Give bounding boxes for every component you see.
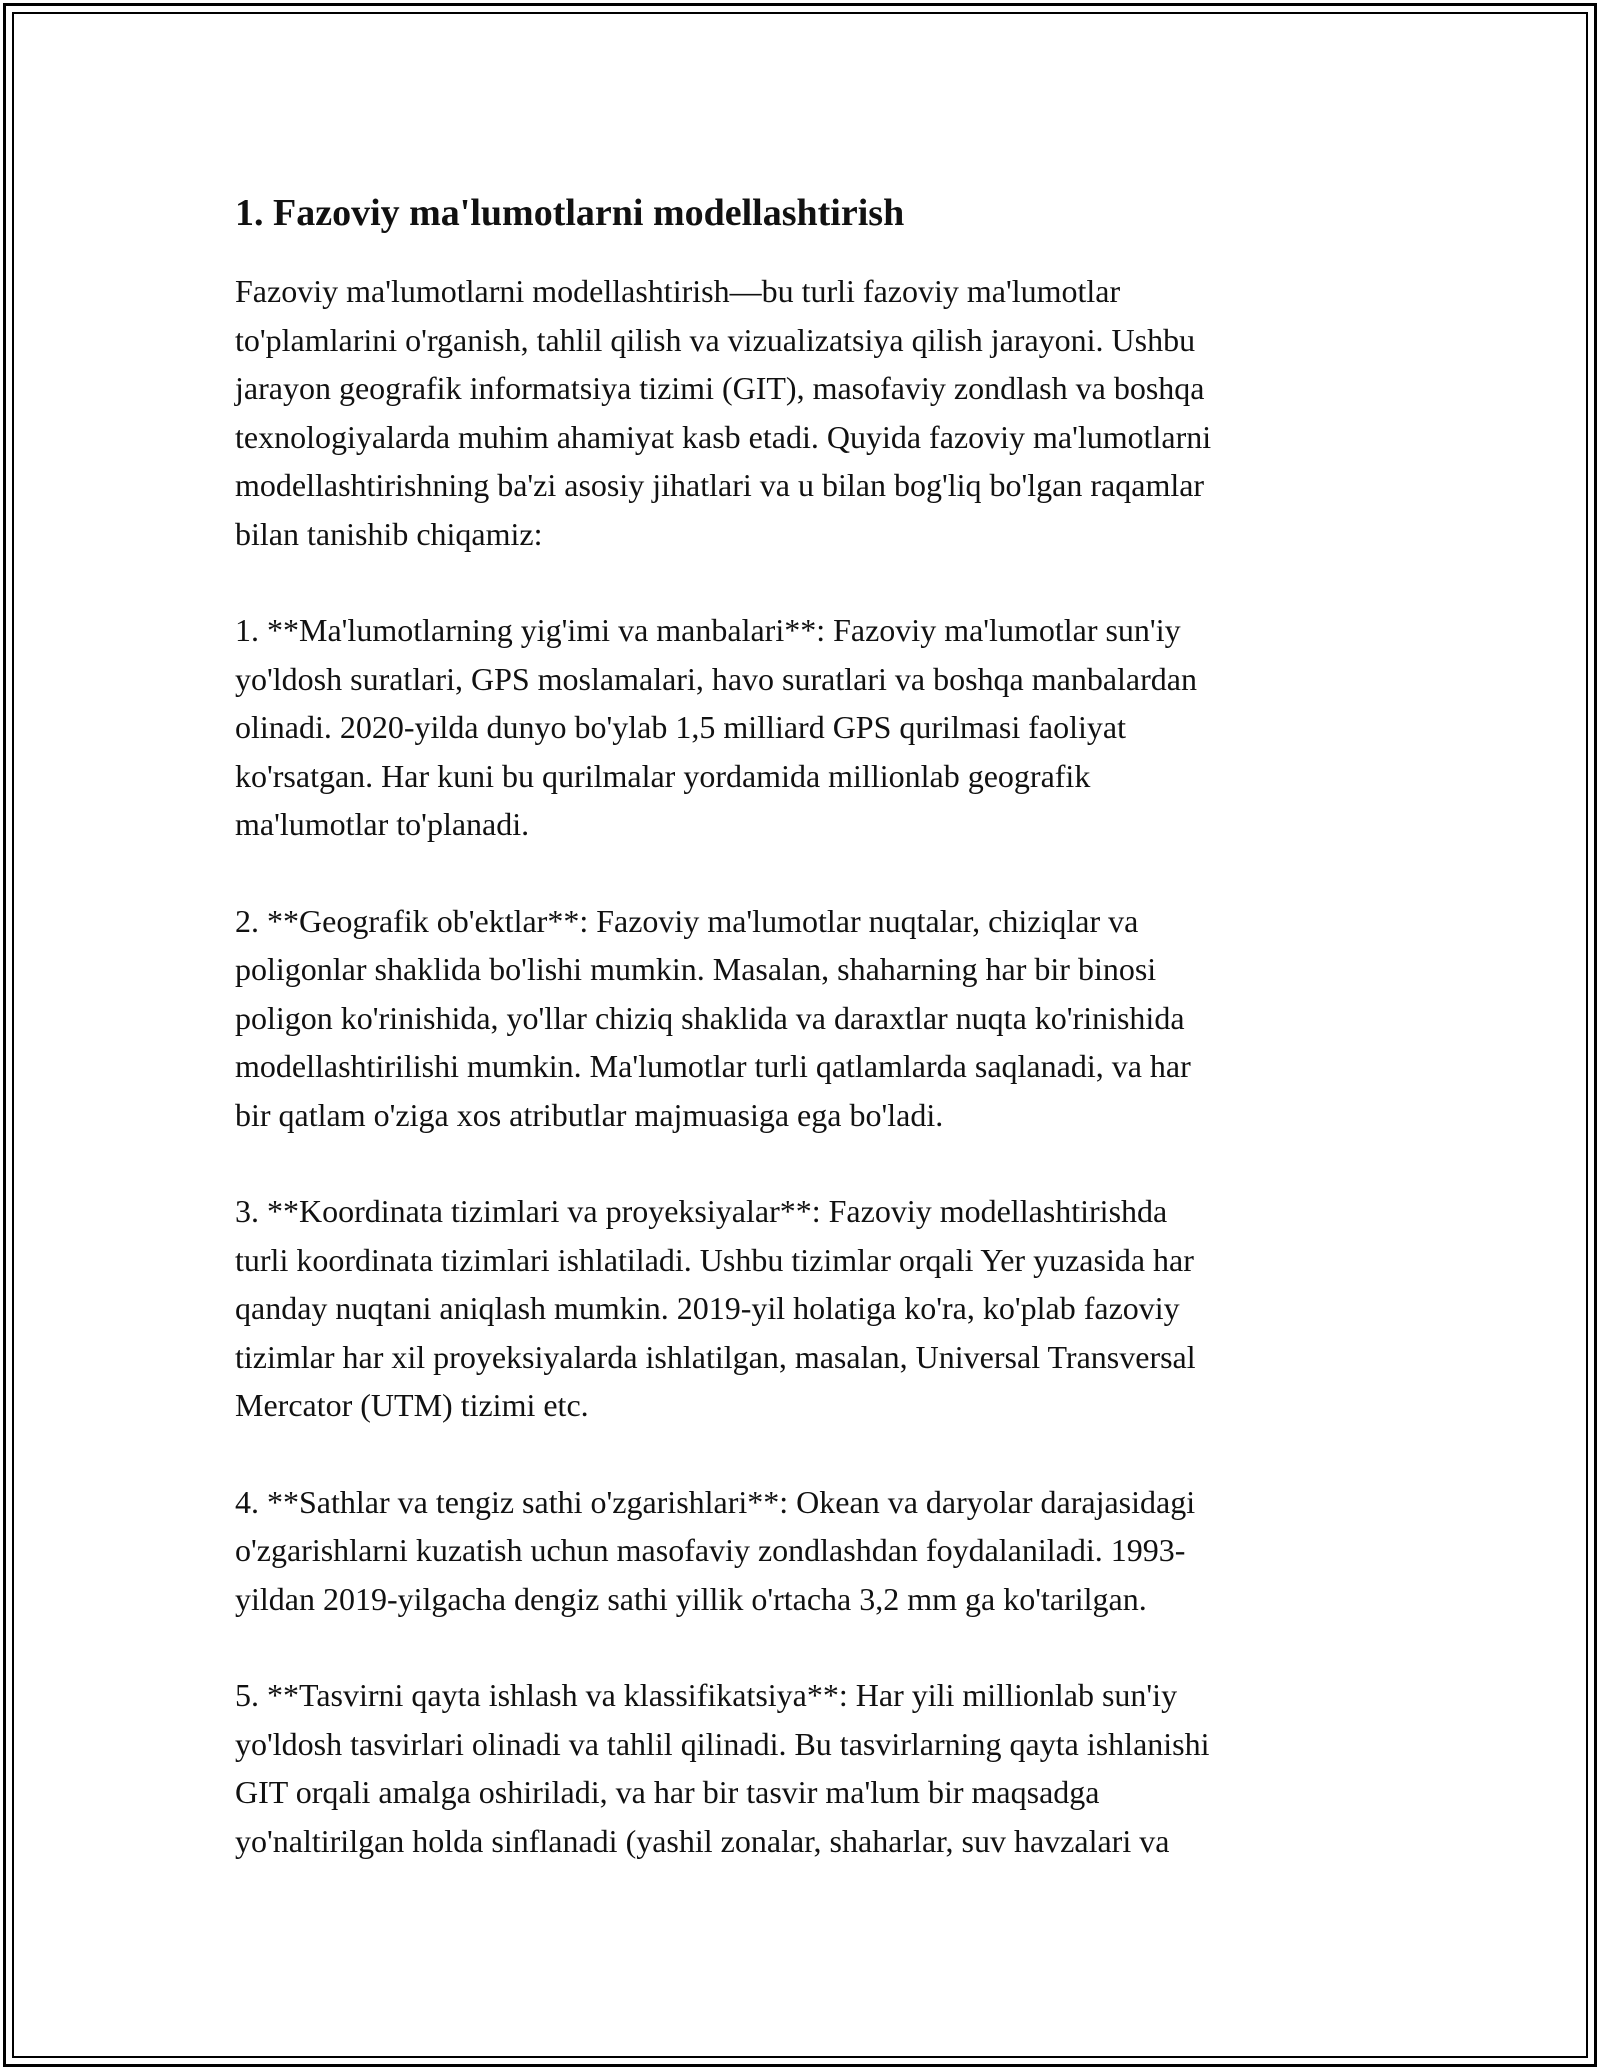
list-item-4: 4. **Sathlar va tengiz sathi o'zgarishlari**: Okean va daryolar darajasidagi o'zgarishlarni kuzatish uchun masofaviy zondlashdan foydalaniladi. 1993- yildan 2019-yilgacha dengiz sathi yillik o'rtacha 3,2 mm ga ko'tarilgan. <box>235 1483 1196 1617</box>
intro-paragraph: Fazoviy ma'lumotlarni modellashtirish—bu turli fazoviy ma'lumotlar to'plamlarini o'rganish, tahlil qilish va vizualizatsiya qilish jarayoni. Ushbu jarayon geografik informatsiya tizimi (GIT), masofaviy zondlash va boshqa texnologiyalarda muhim ahamiyat kasb etadi. Quyida fazoviy ma'lumotlarni modellashtirishning ba'zi asosiy jihatlari va u bilan bog'liq bo'lgan raqamlar bilan tanishib chiqamiz: <box>235 273 1212 552</box>
list-item-5: 5. **Tasvirni qayta ishlash va klassifikatsiya**: Har yili millionlab sun'iy yo'ldosh tasvirlari olinadi va tahlil qilinadi. Bu tasvirlarning qayta ishlanishi GIT orqali amalga oshiriladi, va har bir tasvir ma'lum bir maqsadga yo'naltirilgan holda sinflanadi (yashil zonalar, shaharlar, suv havzalari va <box>235 1677 1210 1859</box>
list-item-1: 1. **Ma'lumotlarning yig'imi va manbalari**: Fazoviy ma'lumotlar sun'iy yo'ldosh suratlari, GPS moslamalari, havo suratlari va boshqa manbalardan olinadi. 2020-yilda dunyo bo'ylab 1,5 milliard GPS qurilmasi faoliyat ko'rsatgan. Har kuni bu qurilmalar yordamida millionlab geografik ma'lumotlar to'planadi. <box>235 612 1197 842</box>
document-body <box>235 185 1365 1913</box>
document-title: 1. Fazoviy ma'lumotlarni modellashtirish <box>235 192 905 234</box>
list-item-2: 2. **Geografik ob'ektlar**: Fazoviy ma'lumotlar nuqtalar, chiziqlar va poligonlar shaklida bo'lishi mumkin. Masalan, shaharning har bir binosi poligon ko'rinishida, yo'llar chiziq shaklida va daraxtlar nuqta ko'rinishida modellashtirilishi mumkin. Ma'lumotlar turli qatlamlarda saqlanadi, va har bir qatlam o'ziga xos atributlar majmuasiga ega bo'ladi. <box>235 902 1191 1133</box>
list-item-3: 3. **Koordinata tizimlari va proyeksiyalar**: Fazoviy modellashtirishda turli koordinata tizimlari ishlatiladi. Ushbu tizimlar orqali Yer yuzasida har qanday nuqtani aniqlash mumkin. 2019-yil holatiga ko'ra, ko'plab fazoviy tizimlar har xil proyeksiyalarda ishlatilgan, masalan, Universal Transversal Mercator (UTM) tizimi etc. <box>235 1193 1196 1423</box>
